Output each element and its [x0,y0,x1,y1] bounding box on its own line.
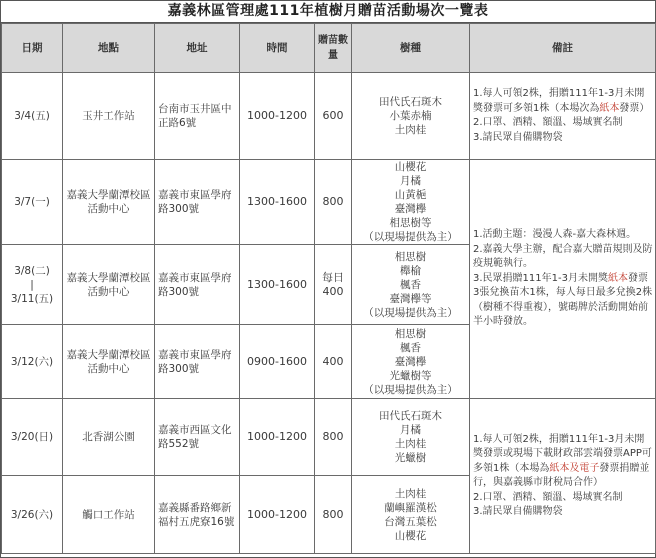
date-cell: 3/8(二) | 3/11(五) [2,245,63,325]
species-cell: 土肉桂 蘭嶼羅漢松 台灣五葉松 山櫻花 [352,476,470,554]
header-place: 地點 [63,24,155,73]
place-cell: 玉井工作站 [63,73,155,160]
schedule-table [1,23,656,554]
time-cell: 1000-1200 [240,73,315,160]
place-cell: 嘉義大學蘭潭校區 活動中心 [63,325,155,399]
time-cell: 0900-1600 [240,325,315,399]
quantity-cell: 800 [315,160,352,245]
species-cell: 相思樹 櫸榆 楓香 臺灣欅等 （以現場提供為主） [352,245,470,325]
table-header-row [2,24,656,73]
quantity-cell: 400 [315,325,352,399]
header-address: 地址 [155,24,240,73]
date-cell: 3/12(六) [2,325,63,399]
address-cell: 嘉義縣番路鄉新福村五虎寮16號 [155,476,240,554]
species-cell: 相思樹 楓香 臺灣欅 光蠟樹等 （以現場提供為主） [352,325,470,399]
quantity-cell: 每日 400 [315,245,352,325]
address-cell: 嘉義市西區文化路552號 [155,399,240,476]
place-cell: 觸口工作站 [63,476,155,554]
header-date: 日期 [2,24,63,73]
remarks-cell: 1.每人可領2株，捐贈111年1-3月未開獎發票可多領1株（本場次為紙本發票） 2.口罩、酒精、額溫、場域實名制 3.請民眾自備購物袋 [470,73,656,160]
date-cell: 3/7(一) [2,160,63,245]
page-title: 嘉義林區管理處111年植樹月贈苗活動場次一覽表 [1,1,655,23]
header-species: 樹種 [352,24,470,73]
time-cell: 1300-1600 [240,245,315,325]
header-remarks: 備註 [470,24,656,73]
date-cell: 3/20(日) [2,399,63,476]
time-cell: 1300-1600 [240,160,315,245]
quantity-cell: 800 [315,476,352,554]
place-cell: 北香湖公園 [63,399,155,476]
remarks-cell-merged: 1.活動主題：漫漫人森-嘉大森林週。 2.嘉義大學主辦，配合嘉大贈苗規則及防疫規範執行。 3.民眾捐贈111年1-3月未開獎紙本發票3張兌換苗木1株，每人每日最多兌換2株（樹種不得重複），號碼牌於活動開始前半小時發放。 [470,160,656,399]
date-cell: 3/4(五) [2,73,63,160]
table-row [2,73,656,160]
address-cell: 台南市玉井區中正路6號 [155,73,240,160]
species-cell: 田代氏石斑木 小葉赤楠 土肉桂 [352,73,470,160]
address-cell: 嘉義市東區學府路300號 [155,160,240,245]
table-row [2,399,656,476]
place-cell: 嘉義大學蘭潭校區 活動中心 [63,160,155,245]
quantity-cell: 800 [315,399,352,476]
species-cell: 田代氏石斑木 月橘 土肉桂 光蠟樹 [352,399,470,476]
time-cell: 1000-1200 [240,399,315,476]
remarks-cell-merged: 1.每人可領2株，捐贈111年1-3月未開獎發票或現場下載財政部雲端發票APP可多領1株（本場為紙本及電子發票捐贈並行，與嘉義縣市財稅局合作） 2.口罩、酒精、額溫、場域實名制 3.請民眾自備購物袋 [470,399,656,554]
header-time: 時間 [240,24,315,73]
highlight-text: 紙本 [607,272,628,284]
place-cell: 嘉義大學蘭潭校區 活動中心 [63,245,155,325]
header-quantity: 贈苗數量 [315,24,352,73]
quantity-cell: 600 [315,73,352,160]
highlight-text: 紙本及電子 [549,462,600,474]
address-cell: 嘉義市東區學府路300號 [155,245,240,325]
highlight-text: 紙本 [599,102,620,114]
table-row [2,160,656,245]
address-cell: 嘉義市東區學府路300號 [155,325,240,399]
time-cell: 1000-1200 [240,476,315,554]
date-cell: 3/26(六) [2,476,63,554]
species-cell: 山櫻花 月橘 山黃梔 臺灣欅 相思樹等 （以現場提供為主） [352,160,470,245]
